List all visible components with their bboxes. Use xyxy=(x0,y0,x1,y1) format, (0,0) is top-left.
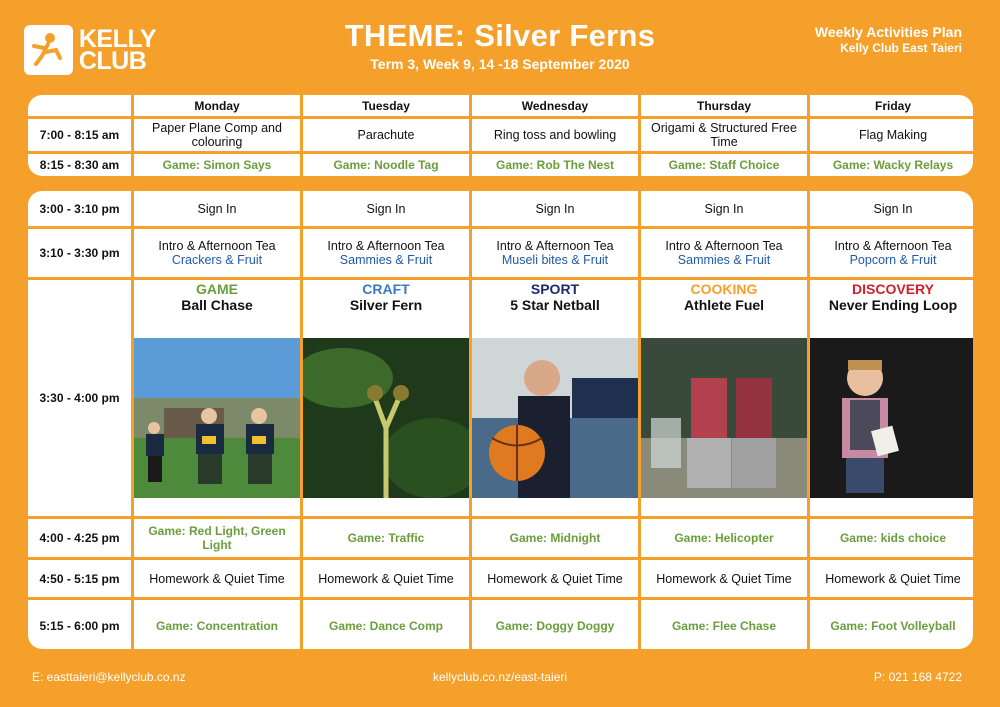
activity-cell: Origami & Structured Free Time xyxy=(641,119,807,151)
homework-cell: Homework & Quiet Time xyxy=(303,560,469,597)
category-label: GAME xyxy=(196,281,238,297)
activity-block-craft xyxy=(303,280,469,516)
tea-cell xyxy=(810,229,973,277)
activity-cell: Paper Plane Comp and colouring xyxy=(134,119,300,151)
activity-name: Never Ending Loop xyxy=(828,297,958,313)
tea-food: Crackers & Fruit xyxy=(171,253,263,267)
signin-cell: Sign In xyxy=(641,191,807,226)
tea-food: Popcorn & Fruit xyxy=(849,253,937,267)
activity-cell: Flag Making xyxy=(810,119,973,151)
activity-name: Athlete Fuel xyxy=(683,297,765,313)
afternoon-schedule xyxy=(28,191,973,649)
game-cell: Game: Concentration xyxy=(134,600,300,649)
activity-block-game xyxy=(134,280,300,516)
time-label: 5:15 - 6:00 pm xyxy=(28,600,131,649)
tea-cell xyxy=(641,229,807,277)
tea-title: Intro & Afternoon Tea xyxy=(496,239,614,253)
surprised-boy-photo xyxy=(810,338,973,498)
time-label: 4:50 - 5:15 pm xyxy=(28,560,131,597)
activity-block-discovery xyxy=(810,280,973,516)
time-label: 4:00 - 4:25 pm xyxy=(28,519,131,557)
tea-food: Sammies & Fruit xyxy=(339,253,433,267)
homework-cell: Homework & Quiet Time xyxy=(641,560,807,597)
day-header: Friday xyxy=(810,95,973,116)
homework-cell: Homework & Quiet Time xyxy=(134,560,300,597)
signin-cell: Sign In xyxy=(810,191,973,226)
tea-title: Intro & Afternoon Tea xyxy=(327,239,445,253)
game-cell: Game: Red Light, Green Light xyxy=(134,519,300,557)
plan-location: Kelly Club East Taieri xyxy=(840,41,962,55)
activity-cell: Ring toss and bowling xyxy=(472,119,638,151)
signin-cell: Sign In xyxy=(472,191,638,226)
day-header: Tuesday xyxy=(303,95,469,116)
signin-cell: Sign In xyxy=(303,191,469,226)
day-header: Wednesday xyxy=(472,95,638,116)
footer-email[interactable]: E: easttaieri@kellyclub.co.nz xyxy=(32,670,186,684)
logo-word-club: CLUB xyxy=(78,47,147,75)
tea-cell xyxy=(134,229,300,277)
game-cell: Game: Doggy Doggy xyxy=(472,600,638,649)
activity-name: Ball Chase xyxy=(181,297,253,313)
netball-player-photo xyxy=(472,338,638,498)
activity-block-cooking xyxy=(641,280,807,516)
activity-cell: Parachute xyxy=(303,119,469,151)
game-cell: Game: Simon Says xyxy=(134,154,300,176)
activity-name: Silver Fern xyxy=(349,297,423,313)
game-cell: Game: Noodle Tag xyxy=(303,154,469,176)
fern-frond-photo xyxy=(303,338,469,498)
morning-schedule xyxy=(28,95,973,176)
category-label: CRAFT xyxy=(362,281,410,297)
corner-cell xyxy=(28,95,131,116)
game-cell: Game: Helicopter xyxy=(641,519,807,557)
time-label: 3:30 - 4:00 pm xyxy=(28,280,131,516)
game-cell: Game: Foot Volleyball xyxy=(810,600,973,649)
game-cell: Game: kids choice xyxy=(810,519,973,557)
homework-cell: Homework & Quiet Time xyxy=(472,560,638,597)
category-label: DISCOVERY xyxy=(852,281,934,297)
day-header: Thursday xyxy=(641,95,807,116)
game-cell: Game: Staff Choice xyxy=(641,154,807,176)
activity-name: 5 Star Netball xyxy=(510,297,600,313)
time-label: 8:15 - 8:30 am xyxy=(28,154,131,176)
tea-cell xyxy=(303,229,469,277)
day-header: Monday xyxy=(134,95,300,116)
logo-word-kelly: KELLY xyxy=(78,25,156,53)
tea-food: Sammies & Fruit xyxy=(677,253,771,267)
smoothie-blenders-photo xyxy=(641,338,807,498)
tea-food: Museli bites & Fruit xyxy=(501,253,609,267)
game-cell: Game: Wacky Relays xyxy=(810,154,973,176)
footer-phone[interactable]: P: 021 168 4722 xyxy=(873,670,962,684)
signin-cell: Sign In xyxy=(134,191,300,226)
tea-cell xyxy=(472,229,638,277)
homework-cell: Homework & Quiet Time xyxy=(810,560,973,597)
time-label: 3:00 - 3:10 pm xyxy=(28,191,131,226)
time-label: 3:10 - 3:30 pm xyxy=(28,229,131,277)
plan-title: Weekly Activities Plan xyxy=(814,24,962,40)
category-label: COOKING xyxy=(690,281,758,297)
game-cell: Game: Rob The Nest xyxy=(472,154,638,176)
tea-title: Intro & Afternoon Tea xyxy=(665,239,783,253)
category-label: SPORT xyxy=(530,281,580,297)
footer-website[interactable]: kellyclub.co.nz/east-taieri xyxy=(432,670,568,684)
kids-running-photo xyxy=(134,338,300,498)
time-label: 7:00 - 8:15 am xyxy=(28,119,131,151)
tea-title: Intro & Afternoon Tea xyxy=(158,239,276,253)
game-cell: Game: Midnight xyxy=(472,519,638,557)
tea-title: Intro & Afternoon Tea xyxy=(834,239,952,253)
activity-block-sport xyxy=(472,280,638,516)
game-cell: Game: Flee Chase xyxy=(641,600,807,649)
game-cell: Game: Dance Comp xyxy=(303,600,469,649)
page-title: THEME: Silver Ferns xyxy=(344,18,656,53)
page-subtitle: Term 3, Week 9, 14 -18 September 2020 xyxy=(370,56,630,72)
game-cell: Game: Traffic xyxy=(303,519,469,557)
